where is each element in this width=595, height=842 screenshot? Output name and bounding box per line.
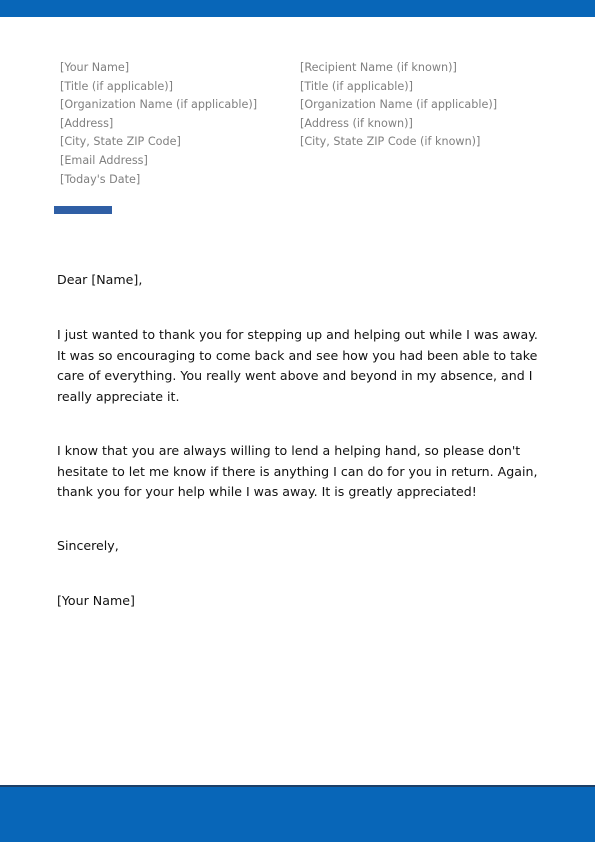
sender-email: [Email Address] [60,153,148,167]
header-band [0,0,595,17]
sender-name: [Your Name] [60,61,130,74]
signature-name: [Your Name] [57,593,135,608]
accent-divider [54,206,112,214]
recipient-address: [Address (if known)] [300,116,413,130]
body-paragraph-2-text: I know that you are always willing to lend a helping hand, so please don't hesitate to let me know if there is anything I can do for you in return. Again, thank you for your help while I was away. It is greatly appreciated! [57,443,538,500]
sender-organization: [Organization Name (if applicable)] [60,98,258,112]
sender-title: [Title (if applicable)] [60,79,173,93]
body-paragraph-1 [57,325,547,407]
sender-city-state-zip: [City, State ZIP Code] [60,135,181,149]
footer-band [0,787,595,842]
recipient-title: [Title (if applicable)] [300,79,413,93]
body-paragraph-2 [57,441,547,503]
recipient-name: [Recipient Name (if known)] [300,61,457,74]
closing: Sincerely, [57,538,119,553]
recipient-organization: [Organization Name (if applicable)] [300,98,498,112]
salutation: Dear [Name], [57,272,143,287]
recipient-city-state-zip: [City, State ZIP Code (if known)] [300,135,481,149]
sender-date: [Today's Date] [60,172,141,186]
sender-address: [Address] [60,116,114,130]
recipient-address-block [300,59,497,152]
sender-address-block [60,59,257,189]
body-paragraph-1-text: I just wanted to thank you for stepping up and helping out while I was away. It was so encouraging to come back and see how you had been able to take care of everything. You really went above and beyond in my absence, and I really appreciate it. [57,327,538,404]
